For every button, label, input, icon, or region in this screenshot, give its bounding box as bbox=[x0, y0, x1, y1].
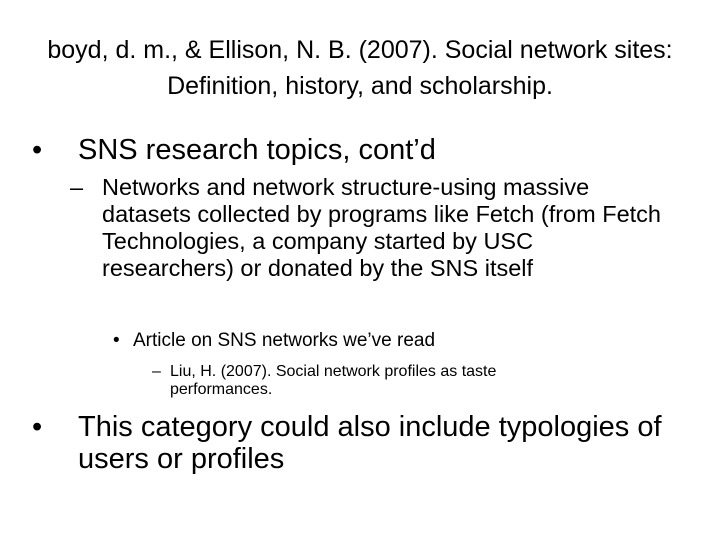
bullet-marker: • bbox=[32, 134, 43, 166]
bullet-marker: • bbox=[32, 411, 43, 443]
bullet-text: Networks and network structure-using massive datasets collected by programs like Fetch (from Fetch Technologies, a company started by USC researchers) or donated by the SNS itself bbox=[102, 174, 661, 281]
bullet-article-sns-networks bbox=[113, 330, 673, 352]
bullet-liu-reference bbox=[152, 363, 602, 399]
slide-title: boyd, d. m., & Ellison, N. B. (2007). Social network sites: Definition, history, and scholarship. bbox=[47, 36, 673, 100]
bullet-text: SNS research topics, cont’d bbox=[78, 134, 436, 166]
bullet-text: This category could also include typologies of users or profiles bbox=[78, 411, 662, 475]
dash-marker: – bbox=[70, 174, 84, 200]
bullet-text: Article on SNS networks we’ve read bbox=[133, 330, 436, 351]
bullet-typologies bbox=[30, 411, 700, 475]
dash-marker: – bbox=[152, 363, 161, 380]
bullet-text: Liu, H. (2007). Social network profiles as taste performances. bbox=[170, 363, 497, 398]
bullet-marker: • bbox=[113, 330, 120, 351]
bullet-sns-research-topics bbox=[30, 134, 690, 166]
bullet-networks-structure bbox=[70, 174, 670, 282]
